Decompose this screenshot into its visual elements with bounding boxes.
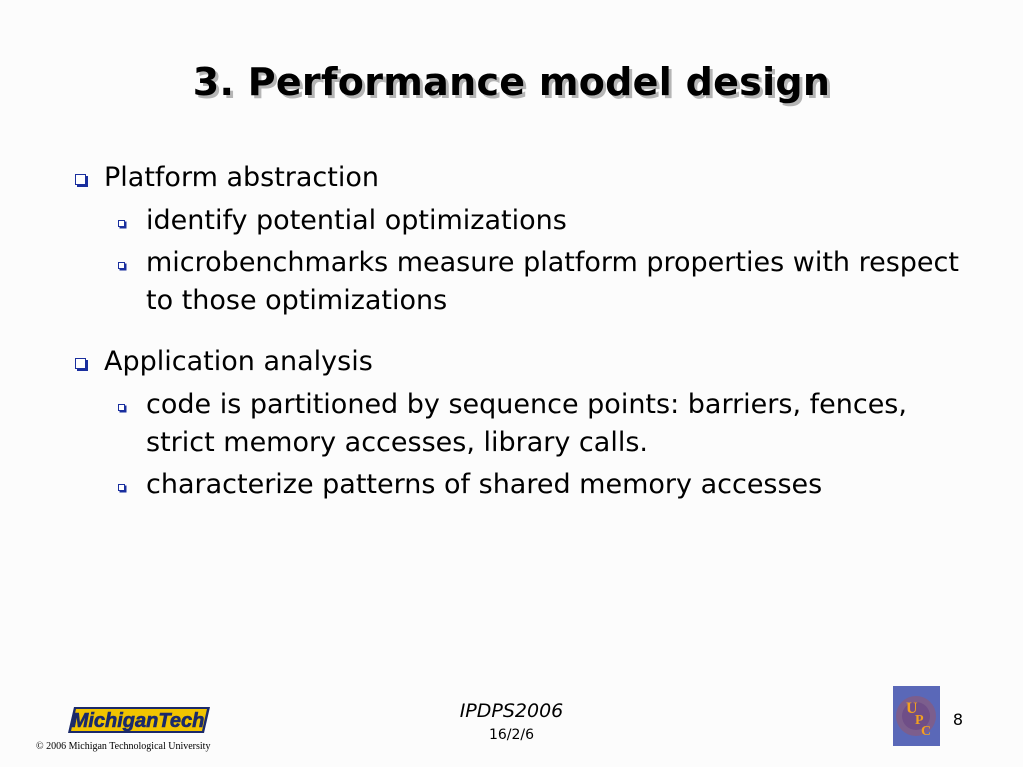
bullet-level1: [70, 158, 970, 198]
square-bullet-icon: [118, 484, 125, 491]
bullet-text: identify potential optimizations: [146, 205, 567, 236]
conference-name: IPDPS2006: [459, 700, 564, 722]
slide-date: 16/2/6: [488, 727, 535, 743]
logo-text: MichiganTech: [71, 710, 205, 732]
bullet-text: microbenchmarks measure platform properties with respect to those optimizations: [146, 247, 959, 316]
square-bullet-icon: [75, 358, 86, 369]
bullet-text: Application analysis: [104, 346, 373, 377]
bullet-list: [70, 158, 970, 504]
bullet-level2: [70, 466, 970, 504]
square-bullet-icon: [75, 174, 86, 185]
bullet-level1: [70, 342, 970, 382]
page-number: 8: [952, 710, 964, 729]
bullet-text: code is partitioned by sequence points: barriers, fences, strict memory accesses, library calls.: [146, 389, 907, 458]
square-bullet-icon: [118, 404, 125, 411]
upc-letter-p: P: [915, 713, 924, 728]
upc-logo: [893, 686, 940, 746]
bullet-level2: [70, 244, 970, 320]
copyright-text: © 2006 Michigan Technological University: [36, 741, 211, 752]
square-bullet-icon: [118, 262, 125, 269]
slide-title: 3. Performance model design: [192, 60, 831, 104]
bullet-text: characterize patterns of shared memory accesses: [146, 469, 823, 500]
upc-letter-u: U: [906, 700, 918, 717]
bullet-level2: [70, 386, 970, 462]
bullet-level2: [70, 202, 970, 240]
bullet-text: Platform abstraction: [104, 162, 379, 193]
upc-letter-c: C: [921, 724, 932, 739]
square-bullet-icon: [118, 220, 125, 227]
